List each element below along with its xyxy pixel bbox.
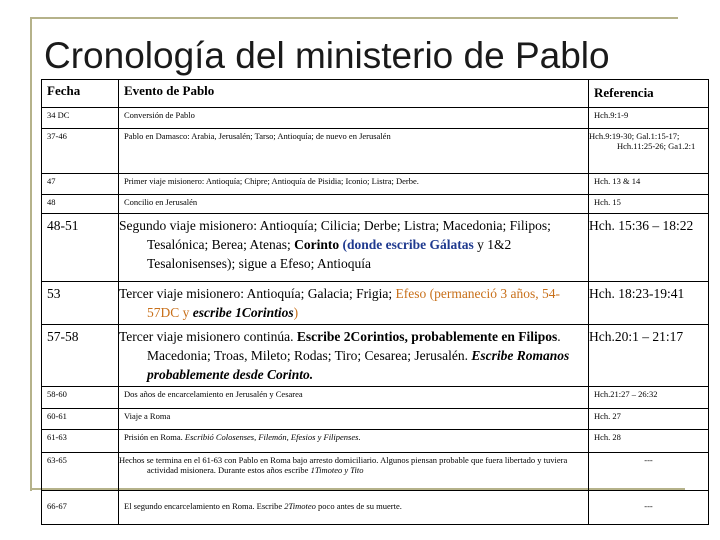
event-text: Hechos se termina en el 61-63 con Pablo en Roma bajo arresto domiciliario. Algunos piensan probable que fuera libertado y tuviera actividad misionera. Durante estos años escribe bbox=[119, 455, 568, 475]
table-row bbox=[42, 430, 709, 453]
event-highlight: (donde escribe Gálatas bbox=[339, 237, 474, 252]
event-text: Tercer viaje misionero: Antioquía; Galacia; Frigia; bbox=[119, 286, 396, 301]
chronology-table bbox=[41, 79, 709, 525]
row-reference: --- bbox=[589, 491, 709, 525]
event-emphasis: 1Timoteo y Tito bbox=[310, 465, 364, 475]
row-event bbox=[119, 491, 589, 525]
row-reference: Hch.9:19-30; Gal.1:15-17; Hch.11:25-26; Ga1.2:1 bbox=[589, 129, 709, 174]
row-event: Pablo en Damasco: Arabia, Jerusalén; Tarso; Antioquía; de nuevo en Jerusalén bbox=[119, 129, 589, 174]
event-text: y 1&2 Tesalonisenses); sigue a Efeso; Antioquía bbox=[147, 237, 512, 271]
table-row bbox=[42, 129, 709, 174]
row-date: 37-46 bbox=[42, 129, 119, 174]
table-header-row bbox=[42, 80, 709, 108]
row-reference: --- bbox=[589, 453, 709, 491]
row-event: Primer viaje misionero: Antioquía; Chipre; Antioquía de Pisidia; Iconio; Listra; Derbe. bbox=[119, 174, 589, 195]
row-date: 34 DC bbox=[42, 108, 119, 129]
row-event bbox=[119, 430, 589, 453]
event-emphasis: Escribió Colosenses, Filemón, Efesios y Filipenses. bbox=[184, 432, 361, 442]
row-date: 60-61 bbox=[42, 409, 119, 430]
decorative-left-rule bbox=[30, 17, 32, 491]
event-emphasis: Escribe Romanos probablemente desde Corinto. bbox=[147, 348, 570, 382]
event-emphasis: 2Timoteo bbox=[284, 501, 316, 511]
slide-title: Cronología del ministerio de Pablo bbox=[44, 35, 610, 76]
event-text: Segundo viaje misionero: Antioquía; Cilicia; Derbe; Listra; Macedonia; Filipos; Tesalónica; Berea; Atenas; bbox=[119, 218, 551, 252]
row-reference: Hch. 28 bbox=[589, 430, 709, 453]
row-event: Dos años de encarcelamiento en Jerusalén y Cesarea bbox=[119, 387, 589, 409]
row-reference: Hch.20:1 – 21:17 bbox=[589, 325, 709, 387]
row-event: Concilio en Jerusalén bbox=[119, 195, 589, 214]
header-date: Fecha bbox=[42, 80, 119, 108]
event-text: . Macedonia; Troas, Mileto; Rodas; Tiro; Cesarea; Jerusalén. bbox=[147, 329, 561, 363]
row-date: 63-65 bbox=[42, 453, 119, 491]
row-reference: Hch.21:27 – 26:32 bbox=[589, 387, 709, 409]
row-event: Viaje a Roma bbox=[119, 409, 589, 430]
decorative-top-rule bbox=[30, 17, 678, 19]
event-highlight: ) bbox=[293, 305, 299, 320]
header-reference: Referencia bbox=[589, 80, 709, 108]
table-row bbox=[42, 214, 709, 282]
row-reference: Hch. 15 bbox=[589, 195, 709, 214]
row-date: 66-67 bbox=[42, 491, 119, 525]
table-row bbox=[42, 282, 709, 325]
row-date: 58-60 bbox=[42, 387, 119, 409]
table-row bbox=[42, 195, 709, 214]
row-event bbox=[119, 325, 589, 387]
row-reference: Hch. 27 bbox=[589, 409, 709, 430]
table-row bbox=[42, 325, 709, 387]
event-highlight: Efeso (permaneció 3 años, 54-57DC y bbox=[147, 286, 561, 320]
row-date: 48-51 bbox=[42, 214, 119, 282]
event-emphasis: escribe 1Corintios bbox=[192, 305, 294, 320]
table-row bbox=[42, 453, 709, 491]
row-date: 53 bbox=[42, 282, 119, 325]
row-reference: Hch. 18:23-19:41 bbox=[589, 282, 709, 325]
table-row bbox=[42, 387, 709, 409]
row-event bbox=[119, 453, 589, 491]
row-date: 48 bbox=[42, 195, 119, 214]
table-row bbox=[42, 491, 709, 525]
event-text: El segundo encarcelamiento en Roma. Escribe bbox=[124, 501, 285, 511]
row-reference: Hch. 15:36 – 18:22 bbox=[589, 214, 709, 282]
table-row bbox=[42, 409, 709, 430]
row-date: 61-63 bbox=[42, 430, 119, 453]
table-row bbox=[42, 108, 709, 129]
event-text: Tercer viaje misionero continúa. bbox=[119, 329, 297, 344]
event-text: poco antes de su muerte. bbox=[315, 501, 402, 511]
event-text: Prisión en Roma. bbox=[124, 432, 185, 442]
table-row bbox=[42, 174, 709, 195]
row-event: Conversión de Pablo bbox=[119, 108, 589, 129]
row-date: 47 bbox=[42, 174, 119, 195]
row-event bbox=[119, 282, 589, 325]
row-event bbox=[119, 214, 589, 282]
event-emphasis: Corinto bbox=[294, 237, 340, 252]
row-reference: Hch.9:1-9 bbox=[589, 108, 709, 129]
row-date: 57-58 bbox=[42, 325, 119, 387]
row-reference: Hch. 13 & 14 bbox=[589, 174, 709, 195]
event-emphasis: Escribe 2Corintios, probablemente en Filipos bbox=[296, 329, 558, 344]
header-event: Evento de Pablo bbox=[119, 80, 589, 108]
